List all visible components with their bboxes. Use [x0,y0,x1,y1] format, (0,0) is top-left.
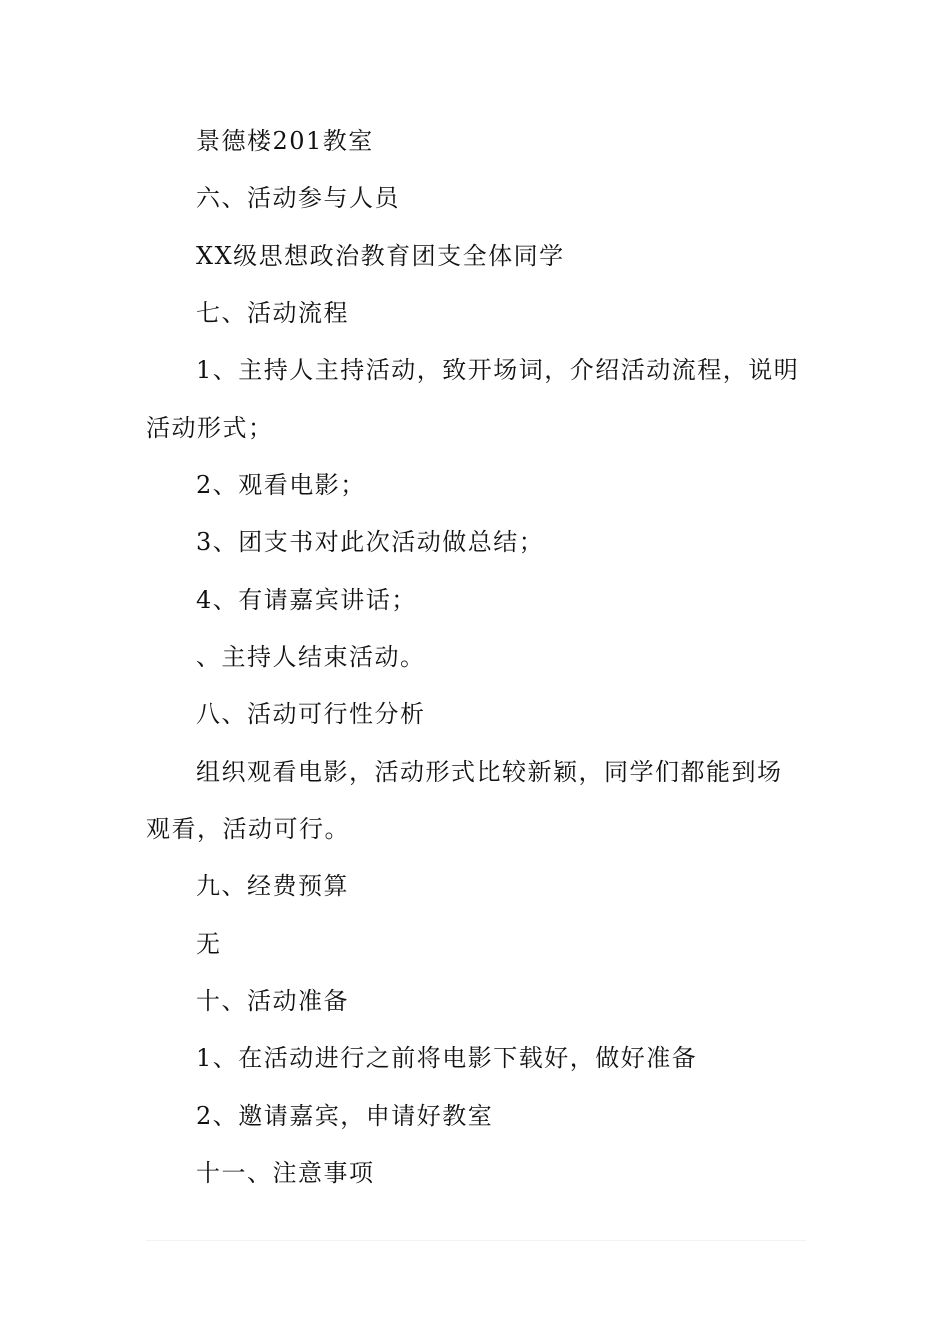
section-heading-participants: 六、活动参与人员 [196,184,400,212]
section-heading-budget: 九、经费预算 [196,872,349,900]
feasibility-text: 组织观看电影，活动形式比较新颖，同学们都能到场 [196,758,783,786]
section-heading-preparation: 十、活动准备 [196,987,349,1015]
preparation-item-1: 1、在活动进行之前将电影下载好，做好准备 [196,1044,698,1072]
process-step-3: 3、团支书对此次活动做总结； [196,528,545,556]
feasibility-text-continued: 观看，活动可行。 [146,815,350,843]
venue-text: 景德楼201教室 [196,127,374,155]
process-step-5: 、主持人结束活动。 [196,643,426,671]
process-step-4: 4、有请嘉宾讲话； [196,586,417,614]
participants-text: XX级思想政治教育团支全体同学 [196,242,565,270]
process-step-1-continued: 活动形式； [146,414,274,442]
section-heading-feasibility: 八、活动可行性分析 [196,700,426,728]
preparation-item-2: 2、邀请嘉宾，申请好教室 [196,1102,494,1130]
section-heading-process: 七、活动流程 [196,299,349,327]
process-step-1: 1、主持人主持活动，致开场词，介绍活动流程，说明 [196,356,800,384]
section-heading-notes: 十一、注意事项 [196,1159,375,1187]
process-step-2: 2、观看电影； [196,471,366,499]
page-bottom-divider [146,1240,806,1241]
budget-text: 无 [196,930,222,958]
